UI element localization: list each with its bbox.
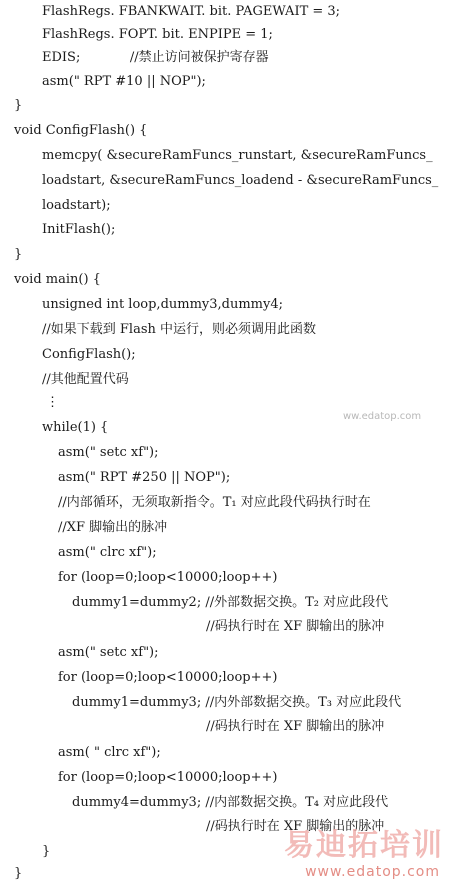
- code-line: while(1) {: [42, 420, 109, 435]
- code-line: FlashRegs. FOPT. bit. ENPIPE = 1;: [42, 27, 273, 42]
- code-line: //XF 脚输出的脉冲: [58, 520, 168, 535]
- code-line: asm(" RPT #10 || NOP");: [42, 74, 206, 89]
- code-line: }: [14, 247, 23, 262]
- watermark-logo: 易迪拓培训: [284, 828, 444, 863]
- code-line: asm(" RPT #250 || NOP");: [58, 470, 231, 485]
- code-line: InitFlash();: [42, 222, 116, 237]
- code-line: void ConfigFlash() {: [14, 123, 148, 138]
- code-line: //码执行时在 XF 脚输出的脉冲: [206, 819, 385, 834]
- code-line: loadstart);: [42, 198, 111, 213]
- code-line: FlashRegs. FBANKWAIT. bit. PAGEWAIT = 3;: [42, 4, 341, 19]
- watermark-url: www.edatop.com: [305, 864, 440, 880]
- code-line: ConfigFlash();: [42, 347, 136, 362]
- code-line: dummy4=dummy3; //内部数据交换。T₄ 对应此段代: [72, 795, 389, 810]
- code-line: dummy1=dummy2; //外部数据交换。T₂ 对应此段代: [72, 595, 389, 610]
- code-line: //码执行时在 XF 脚输出的脉冲: [206, 719, 385, 734]
- code-line: loadstart, &secureRamFuncs_loadend - &secureRamFuncs_: [42, 173, 439, 188]
- watermark-small: ww.edatop.com: [343, 411, 422, 422]
- code-line: //如果下载到 Flash 中运行，则必须调用此函数: [42, 322, 316, 337]
- code-line: ⋮: [46, 395, 59, 410]
- code-line: }: [14, 98, 23, 113]
- code-line: asm(" setc xf");: [58, 645, 159, 660]
- code-line: dummy1=dummy3; //内外部数据交换。T₃ 对应此段代: [72, 695, 402, 710]
- code-line: void main() {: [14, 272, 101, 287]
- code-line: }: [42, 844, 51, 859]
- code-line: asm(" clrc xf");: [58, 545, 157, 560]
- code-line: }: [14, 866, 23, 881]
- code-line: for (loop=0;loop<10000;loop++): [58, 570, 278, 585]
- code-line: //内部循环，无须取新指令。T₁ 对应此段代码执行时在: [58, 495, 371, 510]
- code-line: for (loop=0;loop<10000;loop++): [58, 670, 278, 685]
- code-line: asm( " clrc xf");: [58, 745, 161, 760]
- code-line: for (loop=0;loop<10000;loop++): [58, 770, 278, 785]
- code-line: //码执行时在 XF 脚输出的脉冲: [206, 619, 385, 634]
- code-line: memcpy( &secureRamFuncs_runstart, &secureRamFuncs_: [42, 148, 433, 163]
- code-line: unsigned int loop,dummy3,dummy4;: [42, 297, 284, 312]
- code-line: asm(" setc xf");: [58, 445, 159, 460]
- code-line: EDIS; //禁止访问被保护寄存器: [42, 50, 269, 65]
- code-line: //其他配置代码: [42, 372, 129, 387]
